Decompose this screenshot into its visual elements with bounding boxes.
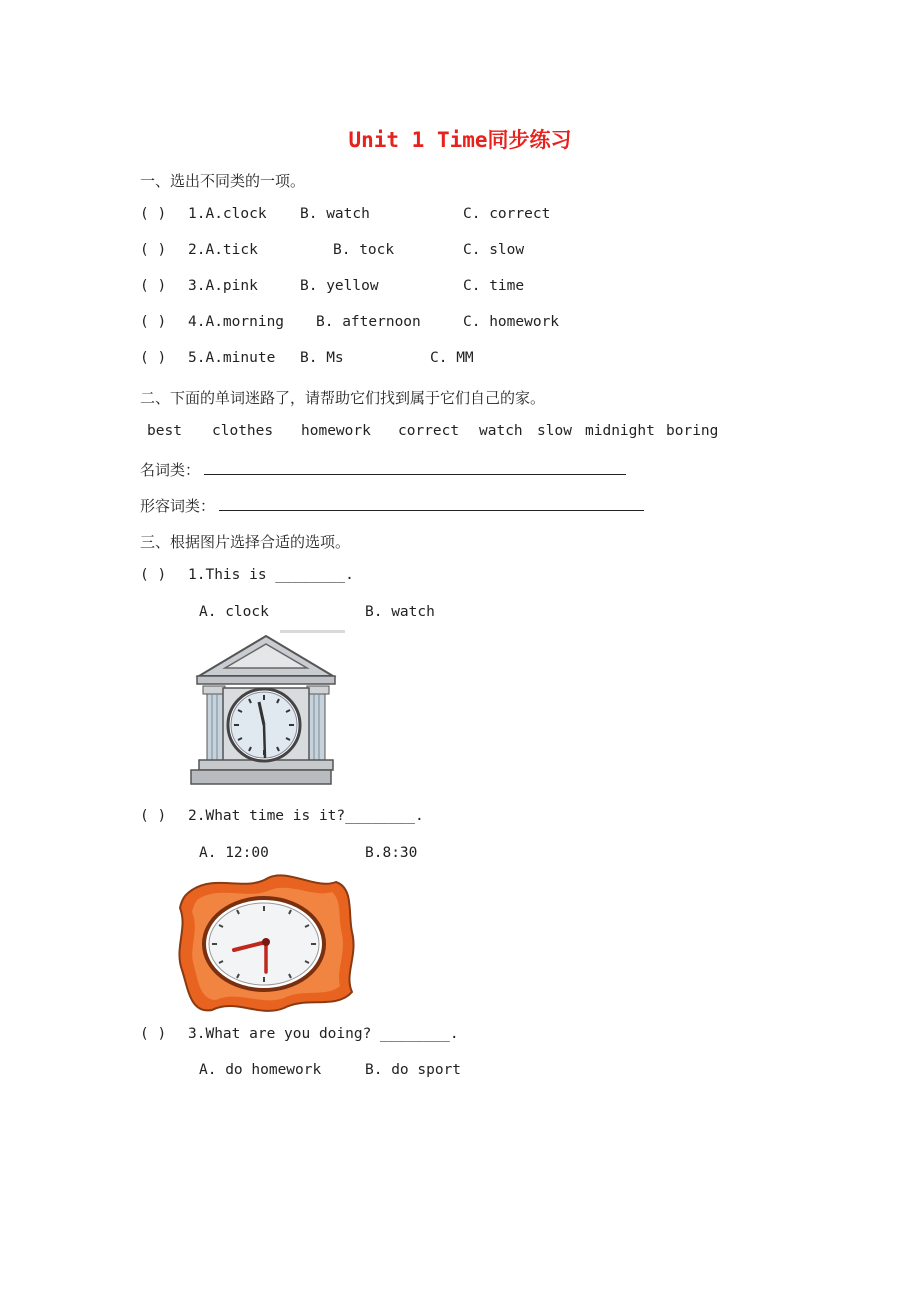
option-a: 3.A.pink bbox=[188, 278, 258, 294]
page-title bbox=[0, 124, 920, 154]
option-b: B. yellow bbox=[300, 278, 379, 294]
option-a: 2.A.tick bbox=[188, 242, 258, 258]
word-item: boring bbox=[666, 423, 719, 439]
option-a: A. do homework bbox=[199, 1062, 322, 1078]
word-item: watch bbox=[479, 423, 523, 439]
adjective-label: 形容词类： bbox=[140, 497, 216, 515]
word-item: correct bbox=[398, 423, 460, 439]
option-b: B. watch bbox=[365, 604, 435, 620]
answer-blank[interactable]: ( ) bbox=[140, 278, 167, 294]
noun-label: 名词类： bbox=[140, 461, 201, 479]
option-b: B. tock bbox=[333, 242, 395, 258]
option-c: C. homework bbox=[463, 314, 560, 330]
section1-heading: 一、选出不同类的一项。 bbox=[140, 172, 306, 190]
option-a: 5.A.minute bbox=[188, 350, 276, 366]
option-b: B. afternoon bbox=[316, 314, 421, 330]
option-b: B. Ms bbox=[300, 350, 344, 366]
question-text: 3.What are you doing? ________. bbox=[188, 1026, 459, 1042]
answer-blank[interactable]: ( ) bbox=[140, 350, 167, 366]
title-en: Unit 1 Time bbox=[348, 128, 488, 152]
section3-heading: 三、根据图片选择合适的选项。 bbox=[140, 533, 351, 551]
answer-blank[interactable]: ( ) bbox=[140, 808, 167, 824]
option-b: B. watch bbox=[300, 206, 370, 222]
option-a: 4.A.morning bbox=[188, 314, 285, 330]
orange-clock-image bbox=[176, 870, 356, 1016]
title-cn: 同步练习 bbox=[487, 128, 572, 152]
option-b: B.8:30 bbox=[365, 845, 418, 861]
noun-answer-line[interactable] bbox=[204, 474, 626, 475]
question-text: 2.What time is it?________. bbox=[188, 808, 424, 824]
option-a: 1.A.clock bbox=[188, 206, 267, 222]
building-clock-image bbox=[185, 630, 347, 788]
word-item: homework bbox=[301, 423, 371, 439]
option-c: C. MM bbox=[430, 350, 474, 366]
answer-blank[interactable]: ( ) bbox=[140, 314, 167, 330]
word-item: best bbox=[147, 423, 182, 439]
option-a: A. 12:00 bbox=[199, 845, 269, 861]
answer-blank[interactable]: ( ) bbox=[140, 242, 167, 258]
question-text: 1.This is ________. bbox=[188, 567, 354, 583]
option-c: C. slow bbox=[463, 242, 525, 258]
answer-blank[interactable]: ( ) bbox=[140, 1026, 167, 1042]
option-c: C. correct bbox=[463, 206, 551, 222]
section2-heading: 二、下面的单词迷路了，请帮助它们找到属于它们自己的家。 bbox=[140, 389, 546, 407]
option-b: B. do sport bbox=[365, 1062, 462, 1078]
option-a: A. clock bbox=[199, 604, 269, 620]
word-item: slow bbox=[537, 423, 572, 439]
adjective-answer-line[interactable] bbox=[219, 510, 644, 511]
answer-blank[interactable]: ( ) bbox=[140, 567, 167, 583]
answer-blank[interactable]: ( ) bbox=[140, 206, 167, 222]
word-item: clothes bbox=[212, 423, 274, 439]
word-item: midnight bbox=[585, 423, 655, 439]
option-c: C. time bbox=[463, 278, 525, 294]
